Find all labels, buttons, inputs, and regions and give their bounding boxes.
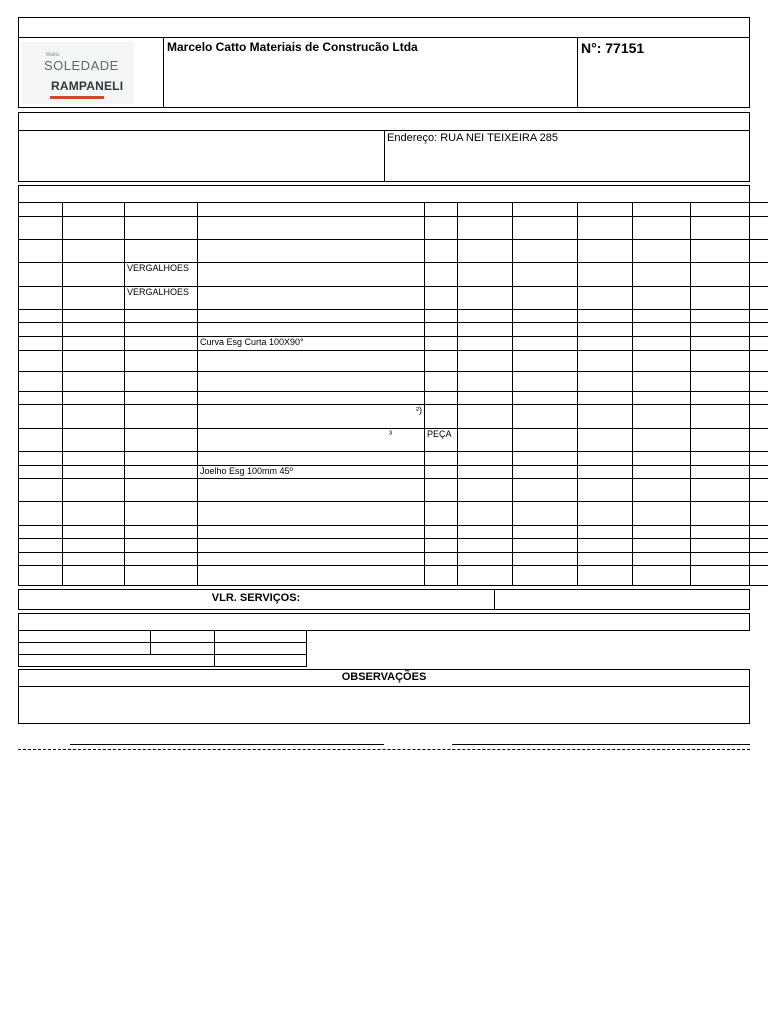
table-cell: [750, 392, 768, 405]
table-cell: [691, 566, 750, 586]
table-cell: [125, 217, 198, 240]
table-cell: [63, 539, 125, 553]
table-cell: [125, 502, 198, 526]
table-cell: [198, 526, 425, 539]
table-cell: [750, 526, 768, 539]
company-name: Marcelo Catto Materiais de Construcão Ltda: [167, 40, 418, 54]
table-cell: [578, 429, 633, 452]
table-cell: [63, 392, 125, 405]
table-cell: [750, 337, 768, 351]
table-row: [19, 337, 768, 351]
table-cell: [513, 351, 578, 372]
table-cell: [458, 287, 513, 310]
table-cell: [578, 553, 633, 566]
table-cell: [513, 502, 578, 526]
table-row: [19, 392, 768, 405]
table-cell: [19, 287, 63, 310]
table-cell: [458, 217, 513, 240]
table-cell: [513, 566, 578, 586]
table-cell: [578, 351, 633, 372]
table-cell: [691, 310, 750, 323]
table-cell: [750, 287, 768, 310]
table-cell: [125, 372, 198, 392]
table-cell: [458, 526, 513, 539]
payment-cell: [215, 655, 307, 667]
table-cell: [63, 310, 125, 323]
table-cell: [458, 429, 513, 452]
payment-cell: [151, 631, 215, 643]
table-row: [19, 502, 768, 526]
table-cell: [425, 539, 458, 553]
table-cell: [513, 323, 578, 337]
header-divider-right: [577, 37, 578, 108]
table-cell: [425, 466, 458, 479]
table-cell: [633, 526, 691, 539]
table-cell: [19, 502, 63, 526]
table-cell: [425, 323, 458, 337]
table-cell: [691, 452, 750, 466]
table-row: [19, 526, 768, 539]
table-cell: VERGALHOES: [125, 263, 198, 287]
items-table: [18, 202, 768, 586]
table-cell: [198, 351, 425, 372]
table-cell: [198, 240, 425, 263]
order-number: N°: 77151: [581, 40, 645, 56]
table-cell: [425, 566, 458, 586]
table-cell: [19, 452, 63, 466]
table-cell: [691, 539, 750, 553]
table-cell: [458, 203, 513, 217]
header-divider-left: [163, 37, 164, 108]
table-cell: [125, 323, 198, 337]
table-cell: [578, 323, 633, 337]
table-row: [19, 479, 768, 502]
table-cell: [513, 287, 578, 310]
table-cell: [19, 526, 63, 539]
table-cell: [750, 310, 768, 323]
table-cell: [425, 337, 458, 351]
table-cell: [19, 539, 63, 553]
table-cell: [198, 217, 425, 240]
table-cell: [19, 323, 63, 337]
table-cell: [19, 240, 63, 263]
table-cell: [633, 429, 691, 452]
table-cell: [578, 539, 633, 553]
table-cell: [63, 429, 125, 452]
table-cell: [125, 392, 198, 405]
table-cell: ²): [198, 405, 425, 429]
table-cell: [458, 392, 513, 405]
table-cell: [633, 287, 691, 310]
table-cell: [691, 429, 750, 452]
table-cell: [633, 502, 691, 526]
table-row: [19, 263, 768, 287]
company-logo: [22, 42, 134, 104]
table-cell: [633, 337, 691, 351]
table-cell: [458, 466, 513, 479]
table-cell: [578, 240, 633, 263]
table-cell: [125, 566, 198, 586]
table-cell: [458, 240, 513, 263]
table-cell: [125, 539, 198, 553]
table-cell: [198, 392, 425, 405]
table-cell: [458, 479, 513, 502]
table-cell: VERGALHOES: [125, 287, 198, 310]
table-cell: [63, 566, 125, 586]
table-cell: [425, 526, 458, 539]
table-cell: [691, 553, 750, 566]
table-cell: [513, 263, 578, 287]
table-cell: [633, 240, 691, 263]
payment-title-bar: [18, 613, 750, 631]
table-row: [19, 452, 768, 466]
client-divider: [384, 130, 385, 182]
table-cell: [125, 429, 198, 452]
payment-table: [18, 630, 307, 667]
table-cell: [63, 526, 125, 539]
table-cell: [691, 405, 750, 429]
table-cell: [513, 429, 578, 452]
table-row: [19, 539, 768, 553]
logo-line3: RAMPANELI: [51, 79, 124, 93]
table-cell: [198, 287, 425, 310]
table-row: [19, 466, 768, 479]
table-cell: [458, 452, 513, 466]
table-cell: [750, 479, 768, 502]
table-cell: [19, 566, 63, 586]
payment-cell: [19, 643, 151, 655]
table-cell: [633, 466, 691, 479]
table-cell: [125, 466, 198, 479]
table-cell: [750, 452, 768, 466]
table-cell: [513, 452, 578, 466]
table-cell: [63, 351, 125, 372]
table-cell: [19, 429, 63, 452]
table-row: [19, 287, 768, 310]
table-cell: [750, 566, 768, 586]
payment-cell: [215, 643, 307, 655]
table-cell: [425, 310, 458, 323]
table-cell: [691, 392, 750, 405]
table-cell: [63, 466, 125, 479]
table-cell: [513, 466, 578, 479]
table-cell: [691, 203, 750, 217]
table-cell: [633, 323, 691, 337]
table-cell: [513, 405, 578, 429]
table-cell: [425, 479, 458, 502]
table-cell: [63, 479, 125, 502]
table-row: [19, 351, 768, 372]
logo-line1: Matriz: [46, 52, 60, 58]
table-cell: [125, 553, 198, 566]
table-cell: [19, 479, 63, 502]
table-cell: [578, 392, 633, 405]
table-cell: [750, 203, 768, 217]
table-cell: [750, 466, 768, 479]
table-cell: [63, 502, 125, 526]
signature-line-right: [452, 744, 750, 745]
table-cell: [750, 351, 768, 372]
table-cell: [691, 323, 750, 337]
table-cell: [425, 502, 458, 526]
table-cell: [19, 392, 63, 405]
table-cell: [458, 351, 513, 372]
table-cell: [750, 217, 768, 240]
table-cell: [691, 466, 750, 479]
table-cell: [425, 240, 458, 263]
table-cell: [578, 203, 633, 217]
table-cell: Joelho Esg 100mm 45º: [198, 466, 425, 479]
table-cell: [425, 392, 458, 405]
table-cell: [425, 405, 458, 429]
table-cell: [63, 263, 125, 287]
table-cell: [578, 452, 633, 466]
table-cell: [691, 287, 750, 310]
table-cell: Curva Esg Curta 100X90°: [198, 337, 425, 351]
table-cell: [633, 452, 691, 466]
payment-cell: [215, 631, 307, 643]
table-cell: [198, 323, 425, 337]
table-cell: [458, 566, 513, 586]
table-cell: [750, 263, 768, 287]
table-cell: [578, 310, 633, 323]
table-cell: [513, 392, 578, 405]
table-cell: [198, 502, 425, 526]
table-cell: [458, 502, 513, 526]
table-cell: [691, 372, 750, 392]
table-cell: [198, 479, 425, 502]
table-cell: [633, 539, 691, 553]
table-cell: [125, 479, 198, 502]
table-cell: [425, 372, 458, 392]
table-cell: [458, 323, 513, 337]
table-cell: [63, 553, 125, 566]
table-cell: [458, 405, 513, 429]
client-title-bar: [18, 112, 750, 131]
table-cell: [633, 566, 691, 586]
table-cell: [513, 539, 578, 553]
table-cell: [750, 372, 768, 392]
table-cell: [125, 526, 198, 539]
table-cell: [19, 203, 63, 217]
services-label: VLR. SERVIÇOS:: [211, 592, 301, 604]
table-cell: [578, 337, 633, 351]
signature-line-left: [70, 744, 384, 745]
table-cell: [125, 310, 198, 323]
table-cell: [750, 553, 768, 566]
table-cell: [198, 566, 425, 586]
table-cell: [425, 553, 458, 566]
table-cell: [578, 287, 633, 310]
table-cell: PEÇA: [425, 429, 458, 452]
table-cell: [198, 263, 425, 287]
table-cell: [19, 310, 63, 323]
table-cell: [691, 240, 750, 263]
payment-cell: [19, 655, 215, 667]
table-row: [19, 203, 768, 217]
table-cell: [458, 263, 513, 287]
table-cell: [513, 372, 578, 392]
table-cell: [63, 240, 125, 263]
table-cell: [19, 372, 63, 392]
table-cell: [750, 405, 768, 429]
table-cell: [63, 405, 125, 429]
table-cell: [458, 310, 513, 323]
table-cell: [425, 351, 458, 372]
table-cell: [198, 203, 425, 217]
table-cell: [19, 466, 63, 479]
table-cell: ³: [198, 429, 425, 452]
table-cell: [19, 263, 63, 287]
table-row: [19, 429, 768, 452]
table-cell: [198, 553, 425, 566]
table-cell: [425, 452, 458, 466]
table-cell: [578, 526, 633, 539]
table-cell: [691, 263, 750, 287]
table-cell: [425, 203, 458, 217]
table-cell: [513, 217, 578, 240]
table-cell: [458, 553, 513, 566]
table-cell: [633, 553, 691, 566]
table-cell: [513, 337, 578, 351]
table-cell: [578, 566, 633, 586]
table-cell: [425, 217, 458, 240]
table-cell: [513, 526, 578, 539]
top-bar: [18, 17, 750, 38]
table-cell: [425, 287, 458, 310]
table-cell: [578, 263, 633, 287]
table-cell: [198, 310, 425, 323]
table-cell: [125, 452, 198, 466]
table-cell: [513, 240, 578, 263]
observations-divider: [18, 686, 750, 687]
table-cell: [125, 405, 198, 429]
table-cell: [691, 526, 750, 539]
table-cell: [750, 240, 768, 263]
table-cell: [633, 351, 691, 372]
table-cell: [633, 263, 691, 287]
table-cell: [691, 351, 750, 372]
table-cell: [63, 372, 125, 392]
table-cell: [425, 263, 458, 287]
table-cell: [578, 372, 633, 392]
table-cell: [513, 479, 578, 502]
client-address: Endereço: RUA NEI TEIXEIRA 285: [387, 132, 558, 144]
table-row: [19, 323, 768, 337]
table-row: [19, 240, 768, 263]
table-cell: [750, 502, 768, 526]
table-cell: [125, 240, 198, 263]
table-cell: [633, 310, 691, 323]
table-cell: [19, 553, 63, 566]
table-cell: [63, 217, 125, 240]
payment-cell: [151, 643, 215, 655]
table-cell: [63, 287, 125, 310]
table-cell: [513, 203, 578, 217]
table-row: [19, 566, 768, 586]
table-cell: [198, 372, 425, 392]
table-cell: [458, 539, 513, 553]
table-cell: [578, 217, 633, 240]
table-cell: [458, 372, 513, 392]
items-title-bar: [18, 185, 750, 203]
table-row: [19, 405, 768, 429]
table-cell: [578, 502, 633, 526]
logo-underline: [50, 96, 104, 99]
table-row: [19, 553, 768, 566]
table-cell: [691, 502, 750, 526]
table-cell: [513, 553, 578, 566]
table-cell: [19, 217, 63, 240]
table-cell: [458, 337, 513, 351]
table-cell: [19, 405, 63, 429]
table-cell: [63, 452, 125, 466]
table-cell: [633, 392, 691, 405]
logo-line2: SOLEDADE: [44, 58, 119, 73]
payment-cell: [19, 631, 151, 643]
table-row: [19, 217, 768, 240]
table-cell: [125, 337, 198, 351]
table-cell: [578, 466, 633, 479]
signature-dash-line: [18, 749, 750, 750]
table-cell: [691, 479, 750, 502]
table-cell: [750, 539, 768, 553]
table-cell: [633, 405, 691, 429]
table-cell: [578, 405, 633, 429]
table-row: [19, 310, 768, 323]
table-cell: [750, 323, 768, 337]
table-cell: [19, 337, 63, 351]
table-cell: [633, 372, 691, 392]
observations-title: OBSERVAÇÕES: [341, 671, 427, 683]
table-cell: [125, 203, 198, 217]
table-cell: [63, 203, 125, 217]
table-cell: [633, 217, 691, 240]
table-cell: [19, 351, 63, 372]
table-cell: [198, 452, 425, 466]
table-cell: [750, 429, 768, 452]
table-cell: [63, 337, 125, 351]
table-cell: [198, 539, 425, 553]
table-cell: [513, 310, 578, 323]
table-cell: [633, 479, 691, 502]
table-cell: [633, 203, 691, 217]
table-cell: [691, 337, 750, 351]
table-cell: [125, 351, 198, 372]
table-cell: [691, 217, 750, 240]
table-row: [19, 372, 768, 392]
table-cell: [63, 323, 125, 337]
services-divider: [494, 589, 495, 610]
table-cell: [578, 479, 633, 502]
